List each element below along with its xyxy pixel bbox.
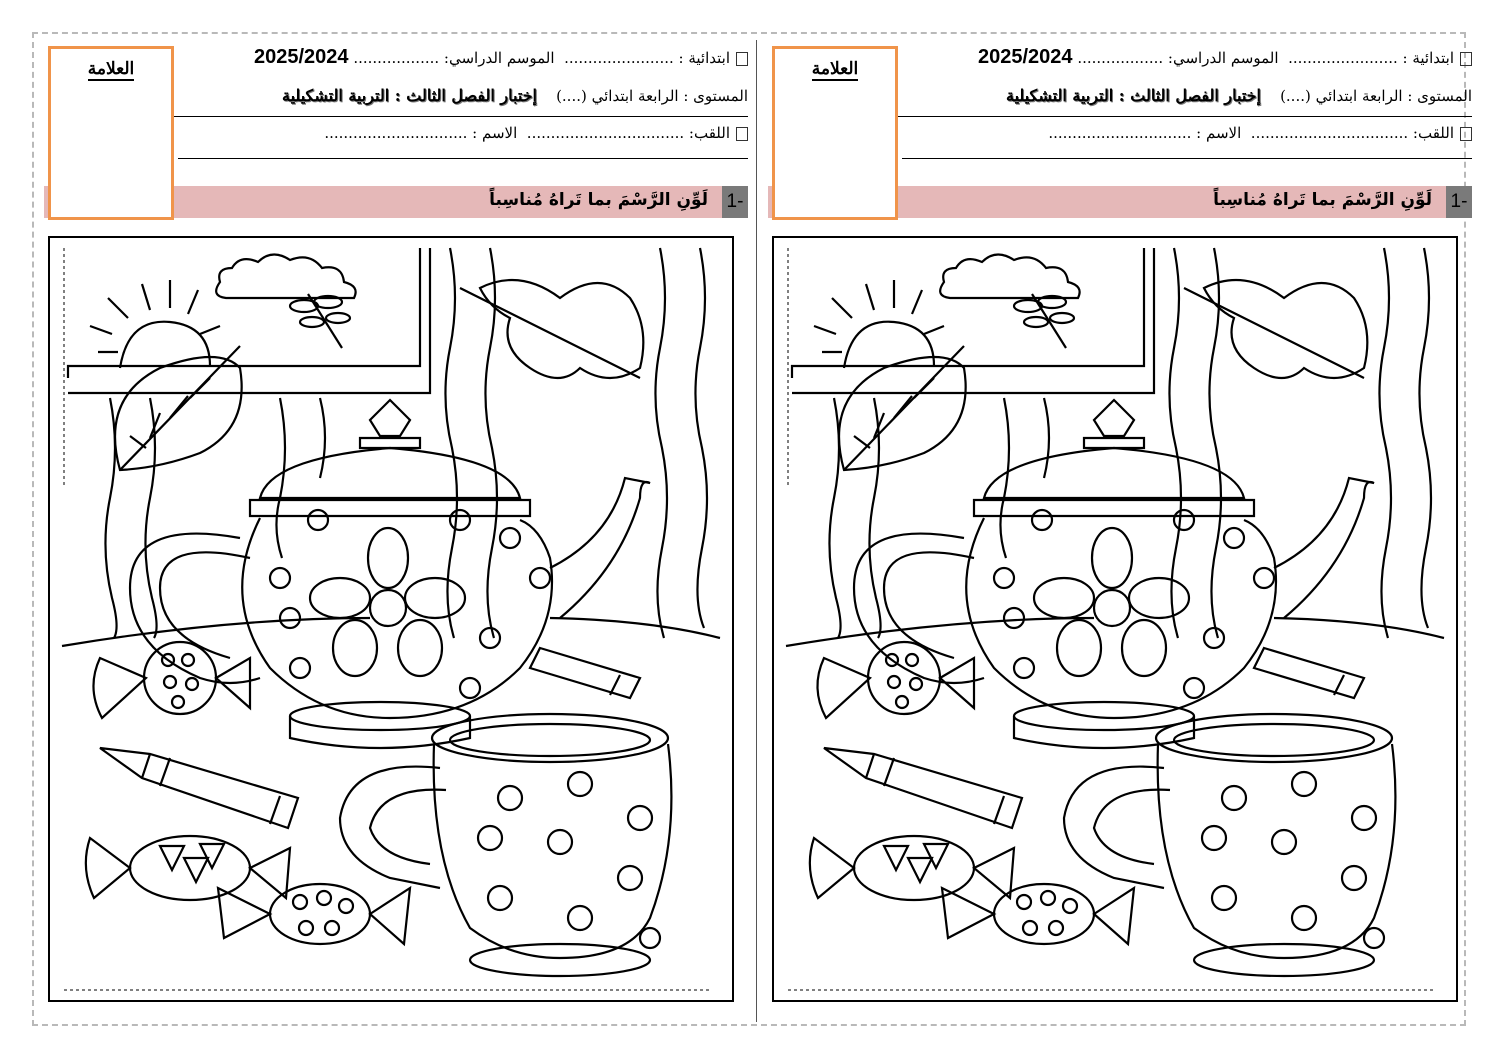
question-text: لَوِّنِ الرَّسْمَ بما تَراهُ مُناسِباً bbox=[489, 190, 708, 210]
candy-drawing bbox=[218, 884, 410, 944]
cup-drawing bbox=[340, 714, 671, 976]
header-row-name bbox=[324, 124, 748, 142]
header-line bbox=[178, 158, 748, 159]
mark-label: العلامة bbox=[87, 59, 135, 79]
question-text: لَوِّنِ الرَّسْمَ بما تَراهُ مُناسِباً bbox=[1213, 190, 1432, 210]
question-number: 1- bbox=[722, 186, 748, 218]
checkbox-icon bbox=[736, 52, 748, 66]
coloring-picture bbox=[48, 236, 734, 1002]
pencil-drawing bbox=[100, 748, 298, 828]
name-field: الاسم : .............................. bbox=[324, 124, 518, 142]
exam-title: إختبار الفصل الثالث : التربية التشكيلية bbox=[1005, 86, 1261, 105]
school-year: 2025/2024 bbox=[253, 46, 349, 68]
mark-box[interactable] bbox=[772, 46, 898, 220]
candy-drawing bbox=[942, 884, 1134, 944]
school-field: ابتدائية : ....................... bbox=[564, 49, 730, 67]
header-row-level bbox=[1006, 86, 1472, 105]
dragonfly-drawing bbox=[1014, 294, 1074, 348]
checkbox-icon bbox=[1460, 127, 1472, 141]
candy-drawing bbox=[93, 642, 250, 718]
coloring-picture bbox=[772, 236, 1458, 1002]
header-line bbox=[892, 116, 1472, 117]
exam-title: إختبار الفصل الثالث : التربية التشكيلية bbox=[281, 86, 537, 105]
coloring-drawing bbox=[774, 238, 1456, 1000]
sun-drawing bbox=[90, 280, 220, 368]
wall-picture-frame bbox=[68, 248, 430, 393]
checkbox-icon bbox=[1460, 52, 1472, 66]
cloud-drawing bbox=[940, 254, 1079, 298]
curtain-stripes-drawing bbox=[105, 248, 707, 638]
table-line bbox=[62, 618, 720, 646]
school-year: 2025/2024 bbox=[977, 46, 1073, 68]
level-field: المستوى : الرابعة ابتدائي (....) bbox=[556, 87, 748, 105]
coloring-drawing bbox=[50, 238, 732, 1000]
question-number: 1- bbox=[1446, 186, 1472, 218]
page-divider bbox=[756, 40, 757, 1022]
mark-label: العلامة bbox=[811, 59, 859, 79]
candy-drawing bbox=[817, 642, 974, 718]
teapot-drawing bbox=[130, 400, 650, 748]
curtain-stripes-drawing bbox=[829, 248, 1431, 638]
dragonfly-drawing bbox=[290, 294, 350, 348]
level-field: المستوى : الرابعة ابتدائي (....) bbox=[1280, 87, 1472, 105]
name-field: الاسم : .............................. bbox=[1048, 124, 1242, 142]
header-row-school bbox=[254, 46, 748, 69]
surname-field: اللقب: ................................. bbox=[1250, 124, 1454, 142]
wall-picture-frame bbox=[792, 248, 1154, 393]
pencil-drawing bbox=[824, 748, 1022, 828]
header-line bbox=[902, 158, 1472, 159]
season-label: الموسم الدراسي: .................. bbox=[353, 49, 555, 67]
table-line bbox=[786, 618, 1444, 646]
surname-field: اللقب: ................................. bbox=[526, 124, 730, 142]
checkbox-icon bbox=[736, 127, 748, 141]
pencil-drawing bbox=[1254, 648, 1364, 698]
header-line bbox=[168, 116, 748, 117]
header-row-name bbox=[1048, 124, 1472, 142]
candy-drawing bbox=[810, 836, 1014, 900]
cup-drawing bbox=[1064, 714, 1395, 976]
header-row-level bbox=[282, 86, 748, 105]
header-row-school bbox=[978, 46, 1472, 69]
cloud-drawing bbox=[216, 254, 355, 298]
school-field: ابتدائية : ....................... bbox=[1288, 49, 1454, 67]
mark-box[interactable] bbox=[48, 46, 174, 220]
sun-drawing bbox=[814, 280, 944, 368]
pencil-drawing bbox=[530, 648, 640, 698]
candy-drawing bbox=[86, 836, 290, 900]
worksheet-left bbox=[40, 40, 754, 1010]
leaf-drawing bbox=[839, 346, 966, 470]
worksheet-right bbox=[764, 40, 1478, 1010]
season-label: الموسم الدراسي: .................. bbox=[1077, 49, 1279, 67]
leaf-drawing bbox=[115, 346, 242, 470]
teapot-drawing bbox=[854, 400, 1374, 748]
